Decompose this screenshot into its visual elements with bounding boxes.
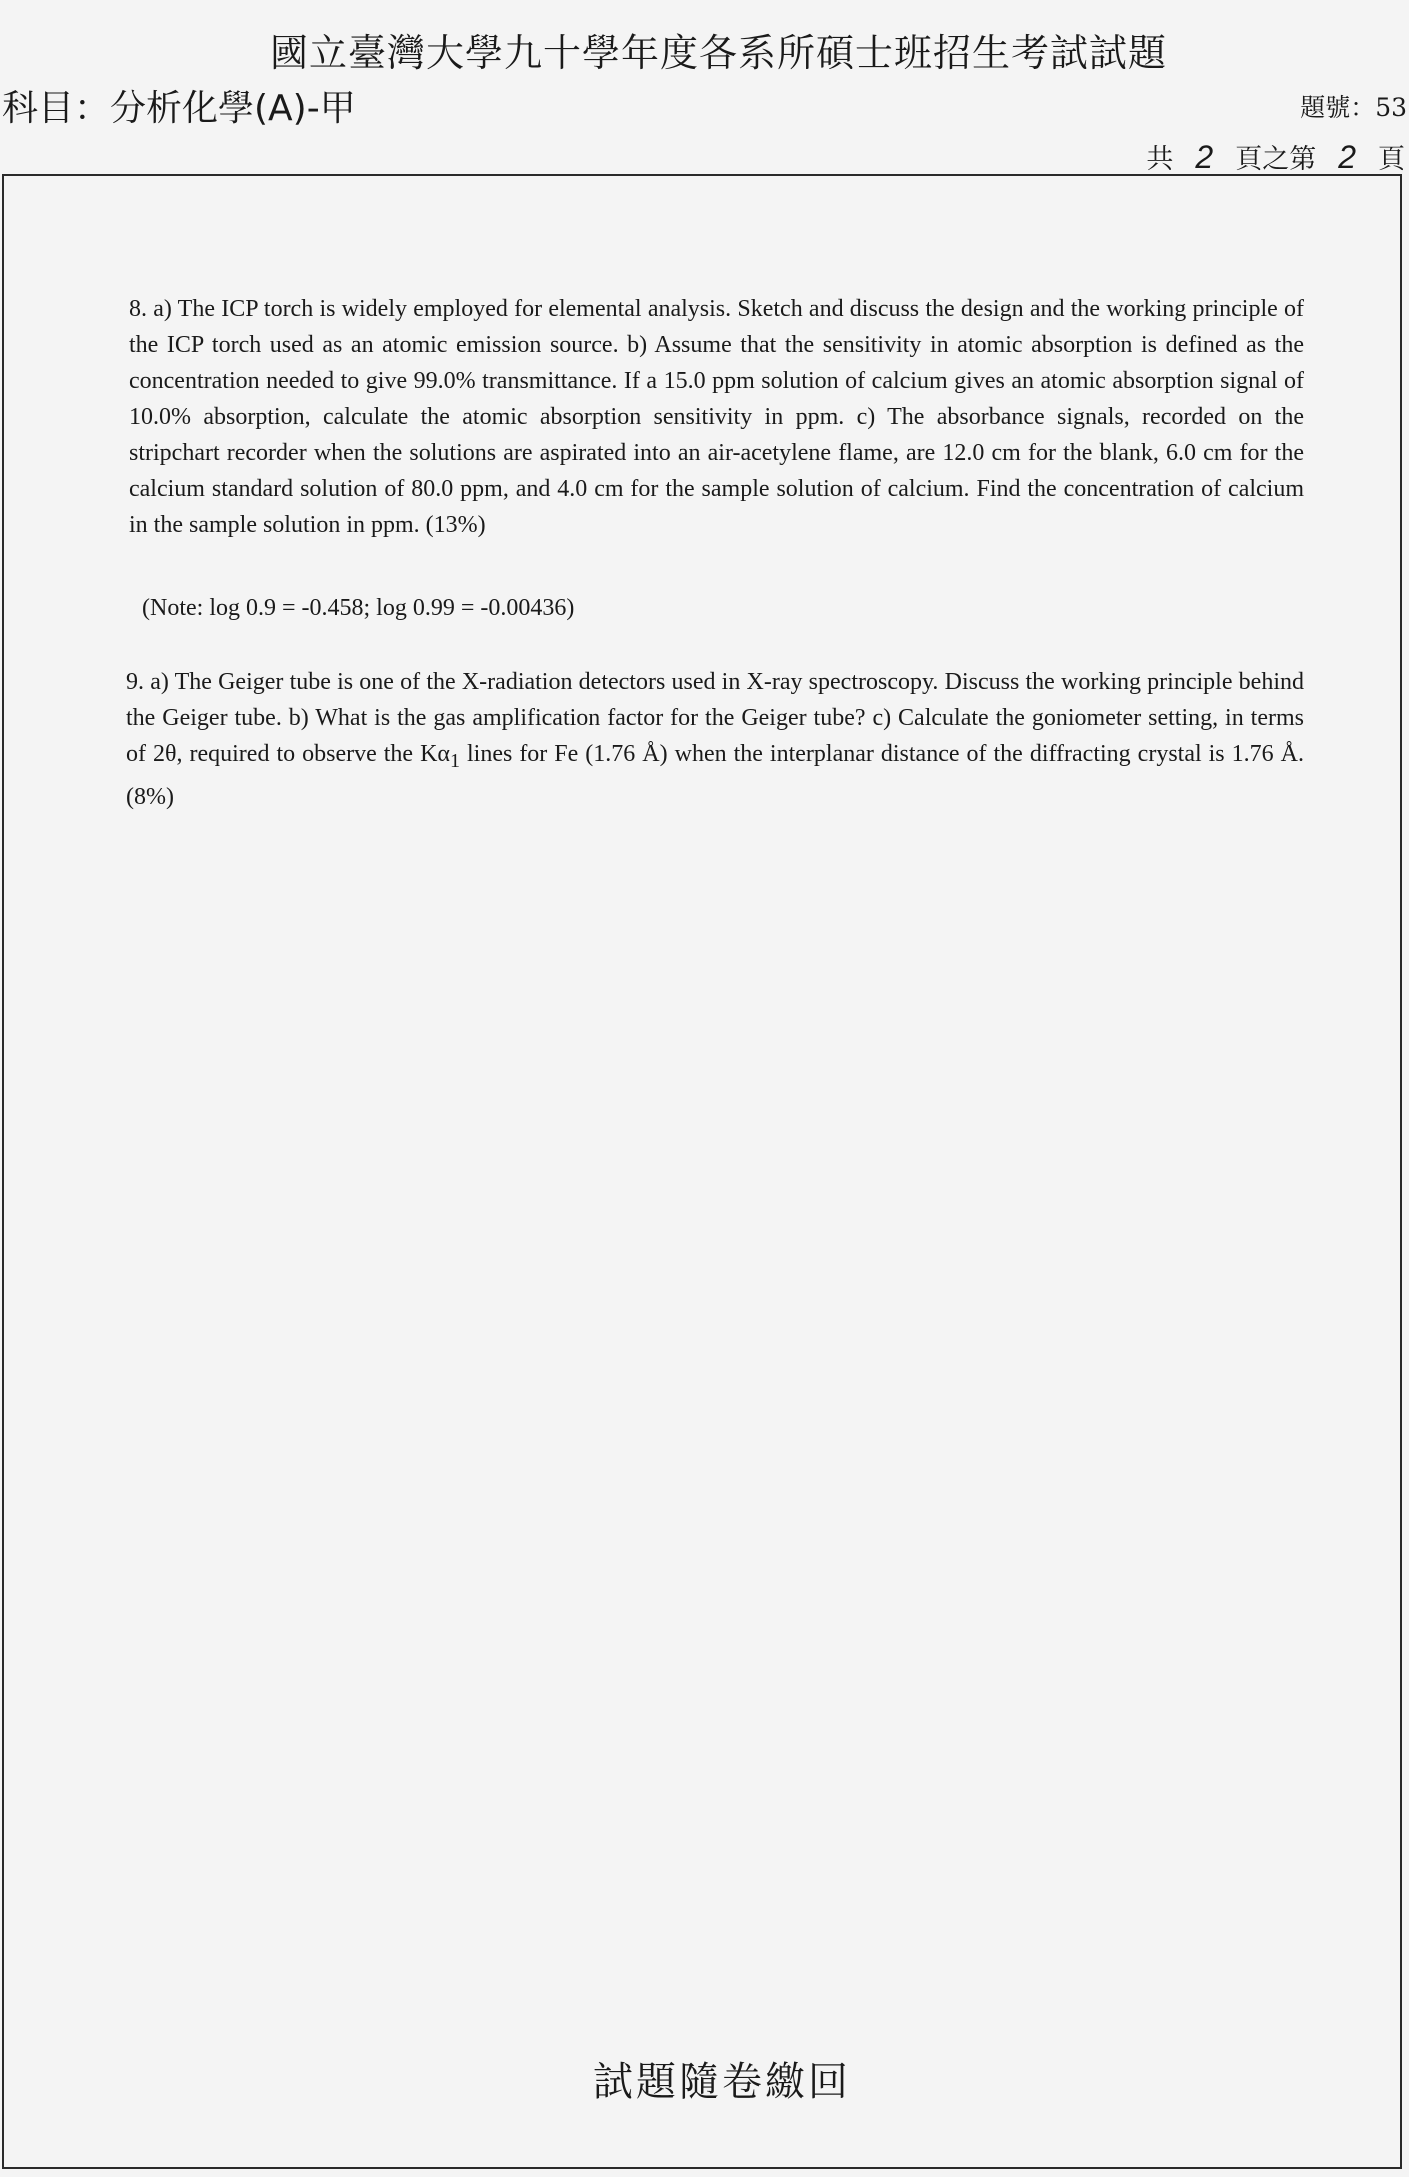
page-total: 2: [1195, 139, 1214, 175]
page-total-label: 共: [1146, 144, 1174, 175]
question-frame: [2, 174, 1402, 2169]
exam-title: 國立臺灣大學九十學年度各系所碩士班招生考試試題: [270, 31, 1168, 75]
page-end-label: 頁: [1378, 144, 1405, 175]
question-9: [126, 664, 1304, 815]
question-8: 8. a) The ICP torch is widely employed for elemental analysis. Sketch and discuss the design and the working principle of the ICP torch used as an atomic emission source. b) Assume that the sensitivity in atomic absorption is defined as the concentration needed to give 99.0% transmittance. If a 15.0 ppm solution of calcium gives an atomic absorption signal of 10.0% absorption, calculate the atomic absorption sensitivity in ppm. c) The absorbance signals, recorded on the stripchart recorder when the solutions are aspirated into an air-acetylene flame, are 12.0 cm for the blank, 6.0 cm for the calcium standard solution of 80.0 ppm, and 4.0 cm for the sample solution of calcium. Find the concentration of calcium in the sample solution in ppm. (13%): [129, 296, 1304, 538]
page-current: 2: [1338, 139, 1356, 175]
question-number: 題號：53: [1300, 93, 1407, 122]
page-count: [1146, 137, 1405, 176]
question-8-note: (Note: log 0.9 = -0.458; log 0.99 = -0.00436): [142, 595, 575, 621]
page-mid-label: 頁之第: [1235, 144, 1317, 175]
question-9-text-part1: 9. a) The Geiger tube is one of the X-radiation detectors used in X-ray spectroscopy. Discuss the working principle behind the Geiger tube. b) What is the gas amplification factor for the Geiger tube? c) Calculate the goniometer setting, in terms of 2θ, required to observe the Kα: [126, 669, 1304, 767]
question-9-text-part2: lines for Fe (1.76 Å) when the interplanar distance of the diffracting crystal is 1.76 Å. (8%): [126, 741, 1304, 810]
subject-line: 科目：分析化學(A)-甲: [2, 88, 356, 129]
return-exam-note: 試題隨卷繳回: [593, 2059, 851, 2105]
k-alpha-subscript: 1: [449, 749, 460, 772]
